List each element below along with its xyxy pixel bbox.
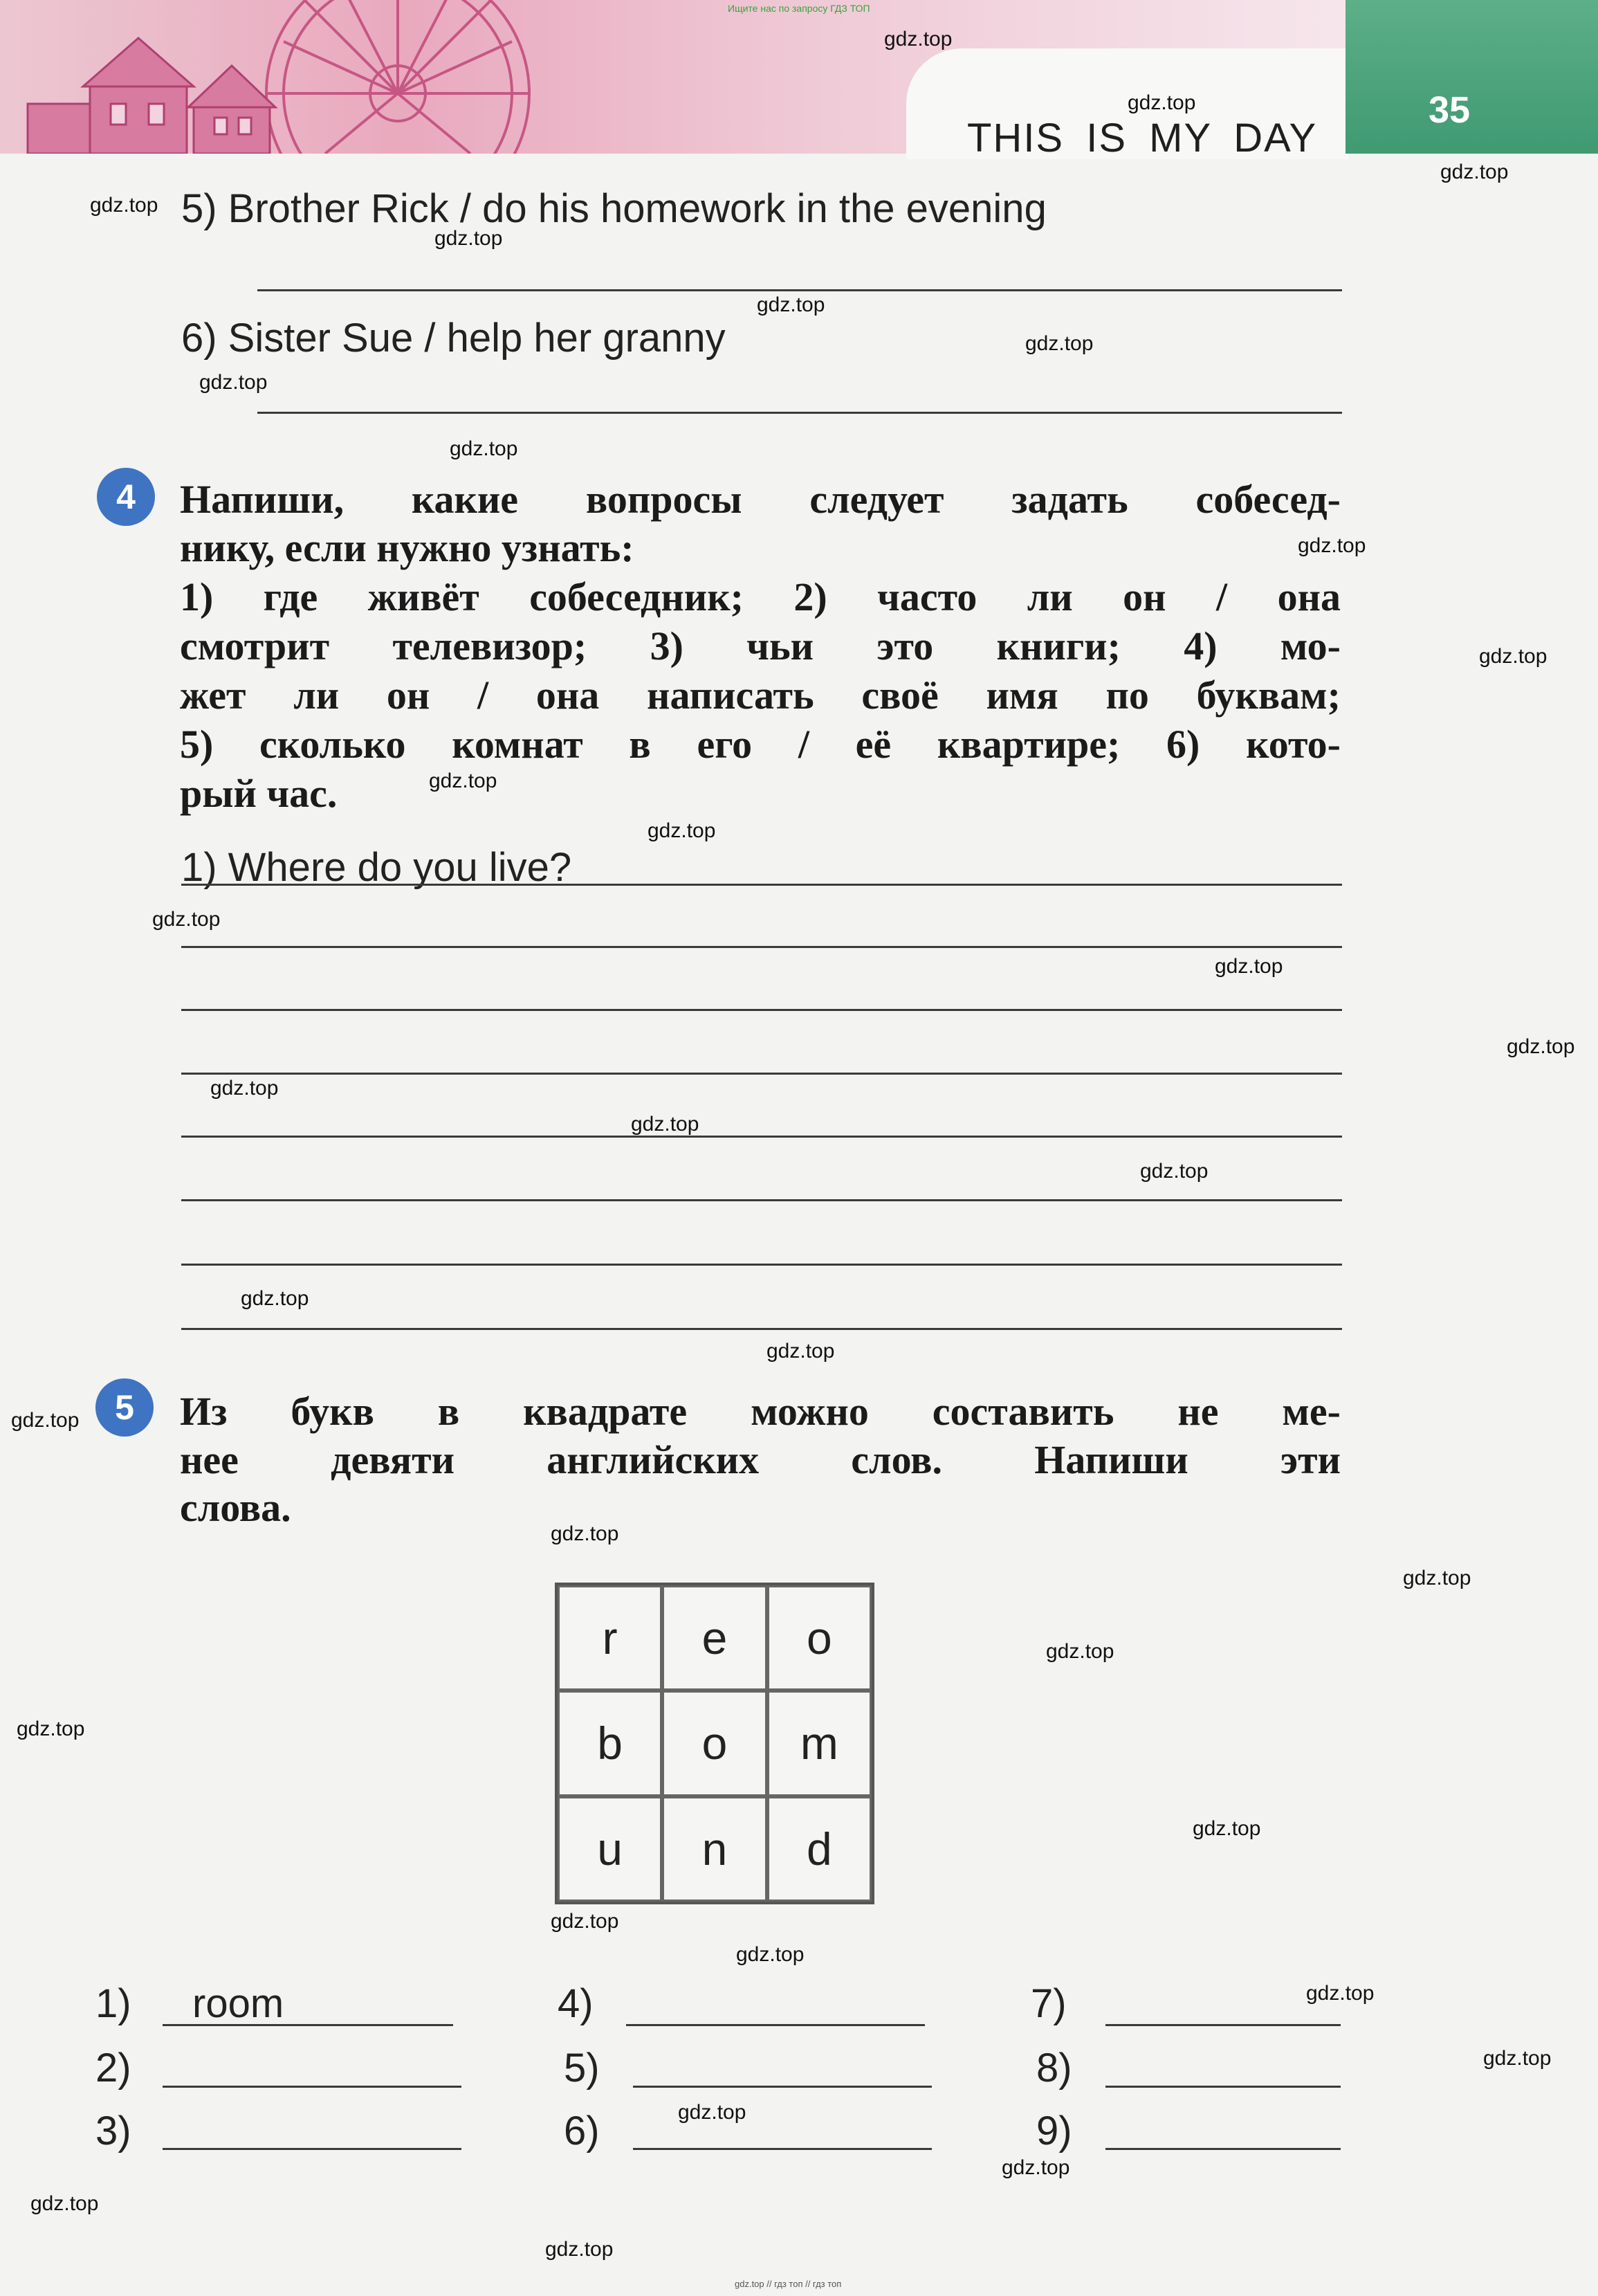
answer-number: 9) bbox=[1036, 2108, 1072, 2153]
answer-line[interactable] bbox=[1105, 2086, 1341, 2088]
grid-cell: b bbox=[558, 1691, 662, 1796]
exercise5-task-line: нее девяти английских слов. Напиши эти bbox=[180, 1437, 1341, 1482]
grid-cell: e bbox=[662, 1585, 766, 1691]
answer-line[interactable] bbox=[163, 2148, 461, 2150]
page-title: THIS IS MY DAY bbox=[967, 116, 1318, 161]
watermark: gdz.top bbox=[1306, 1982, 1375, 2005]
watermark: gdz.top bbox=[429, 769, 497, 792]
answer-line[interactable] bbox=[181, 1009, 1342, 1011]
watermark: gdz.top bbox=[551, 1910, 619, 1933]
exercise4-task-line: рый час. bbox=[180, 771, 338, 816]
answer-number: 8) bbox=[1036, 2046, 1072, 2090]
letter-grid bbox=[555, 1583, 874, 1904]
watermark: gdz.top bbox=[1479, 645, 1548, 668]
watermark: gdz.top bbox=[545, 2238, 614, 2261]
answer-line[interactable] bbox=[181, 1136, 1342, 1138]
exercise3-item5: 5) Brother Rick / do his homework in the evening bbox=[181, 186, 1047, 231]
exercise-number-badge: 4 bbox=[97, 468, 155, 526]
watermark: gdz.top bbox=[11, 1409, 80, 1432]
exercise4-task-line: нику, если нужно узнать: bbox=[180, 525, 634, 570]
watermark: gdz.top bbox=[199, 371, 268, 394]
page-number: 35 bbox=[1429, 89, 1471, 131]
ferris-wheel-illustration bbox=[0, 0, 623, 154]
watermark: gdz.top bbox=[450, 437, 518, 460]
answer-line[interactable] bbox=[181, 1264, 1342, 1266]
answer-number: 1) bbox=[95, 1981, 131, 2026]
grid-cell: d bbox=[767, 1796, 872, 1902]
watermark: gdz.top bbox=[17, 1718, 85, 1740]
exercise5-task-line: Из букв в квадрате можно составить не ме- bbox=[180, 1389, 1341, 1434]
watermark: gdz.top bbox=[241, 1287, 309, 1310]
watermark: gdz.top bbox=[551, 1522, 619, 1545]
grid-cell: u bbox=[558, 1796, 662, 1902]
watermark: gdz.top bbox=[766, 1340, 835, 1363]
watermark: gdz.top bbox=[1128, 91, 1196, 114]
answer-line[interactable] bbox=[181, 884, 1342, 886]
answer-word: room bbox=[192, 1981, 284, 2026]
answer-line[interactable] bbox=[181, 946, 1342, 948]
watermark: gdz.top bbox=[884, 28, 953, 51]
watermark: gdz.top bbox=[757, 293, 825, 316]
watermark: gdz.top bbox=[210, 1077, 279, 1100]
exercise4-task-line: Напиши, какие вопросы следует задать собесед- bbox=[180, 477, 1341, 522]
watermark: gdz.top bbox=[90, 194, 158, 217]
exercise4-task-line: 5) сколько комнат в его / её квартире; 6) кото- bbox=[180, 722, 1341, 767]
answer-line[interactable] bbox=[163, 2086, 461, 2088]
answer-line[interactable] bbox=[633, 2148, 932, 2150]
answer-number: 5) bbox=[564, 2046, 600, 2090]
answer-number: 3) bbox=[95, 2108, 131, 2153]
grid-cell: n bbox=[662, 1796, 766, 1902]
watermark: gdz.top bbox=[1140, 1160, 1209, 1183]
watermark: gdz.top bbox=[631, 1113, 699, 1136]
top-note: Ищите нас по запросу ГДЗ ТОП bbox=[728, 3, 870, 14]
answer-number: 7) bbox=[1031, 1981, 1067, 2026]
exercise3-item6: 6) Sister Sue / help her granny bbox=[181, 316, 726, 361]
answer-line[interactable] bbox=[181, 1073, 1342, 1075]
answer-number: 2) bbox=[95, 2046, 131, 2090]
watermark: gdz.top bbox=[30, 2192, 99, 2215]
answer-number: 4) bbox=[558, 1981, 594, 2026]
answer-line[interactable] bbox=[633, 2086, 932, 2088]
watermark: gdz.top bbox=[152, 908, 221, 931]
watermark: gdz.top bbox=[678, 2101, 746, 2124]
watermark: gdz.top bbox=[1215, 955, 1283, 978]
exercise4-answer1: 1) Where do you live? bbox=[181, 845, 572, 890]
watermark: gdz.top bbox=[1002, 2156, 1070, 2179]
watermark: gdz.top bbox=[434, 227, 503, 250]
bottom-note: gdz.top // гдз топ // гдз топ bbox=[735, 2279, 842, 2289]
watermark: gdz.top bbox=[1025, 332, 1094, 355]
watermark: gdz.top bbox=[1440, 161, 1509, 183]
grid-cell: r bbox=[558, 1585, 662, 1691]
exercise4-task-line: 1) где живёт собеседник; 2) часто ли он / она bbox=[180, 574, 1341, 619]
answer-line[interactable] bbox=[1105, 2148, 1341, 2150]
answer-line[interactable] bbox=[181, 1328, 1342, 1330]
answer-line[interactable] bbox=[257, 412, 1342, 414]
watermark: gdz.top bbox=[1193, 1817, 1261, 1840]
watermark: gdz.top bbox=[736, 1943, 805, 1966]
watermark: gdz.top bbox=[1046, 1640, 1114, 1663]
answer-line[interactable] bbox=[626, 2024, 925, 2026]
answer-line[interactable] bbox=[257, 289, 1342, 291]
grid-cell: m bbox=[767, 1691, 872, 1796]
watermark: gdz.top bbox=[648, 819, 716, 842]
watermark: gdz.top bbox=[1298, 534, 1366, 557]
page-number-tab bbox=[1346, 0, 1598, 154]
watermark: gdz.top bbox=[1483, 2047, 1552, 2070]
grid-cell: o bbox=[767, 1585, 872, 1691]
exercise4-task-line: жет ли он / она написать своё имя по буквам; bbox=[180, 673, 1341, 718]
exercise-number-badge: 5 bbox=[95, 1378, 154, 1437]
answer-line[interactable] bbox=[163, 2024, 453, 2026]
watermark: gdz.top bbox=[1403, 1567, 1471, 1589]
watermark: gdz.top bbox=[1507, 1035, 1575, 1058]
exercise5-task-line: слова. bbox=[180, 1485, 291, 1530]
answer-line[interactable] bbox=[1105, 2024, 1341, 2026]
answer-line[interactable] bbox=[181, 1199, 1342, 1201]
exercise4-task-line: смотрит телевизор; 3) чьи это книги; 4) мо- bbox=[180, 623, 1341, 668]
grid-cell: o bbox=[662, 1691, 766, 1796]
answer-number: 6) bbox=[564, 2108, 600, 2153]
